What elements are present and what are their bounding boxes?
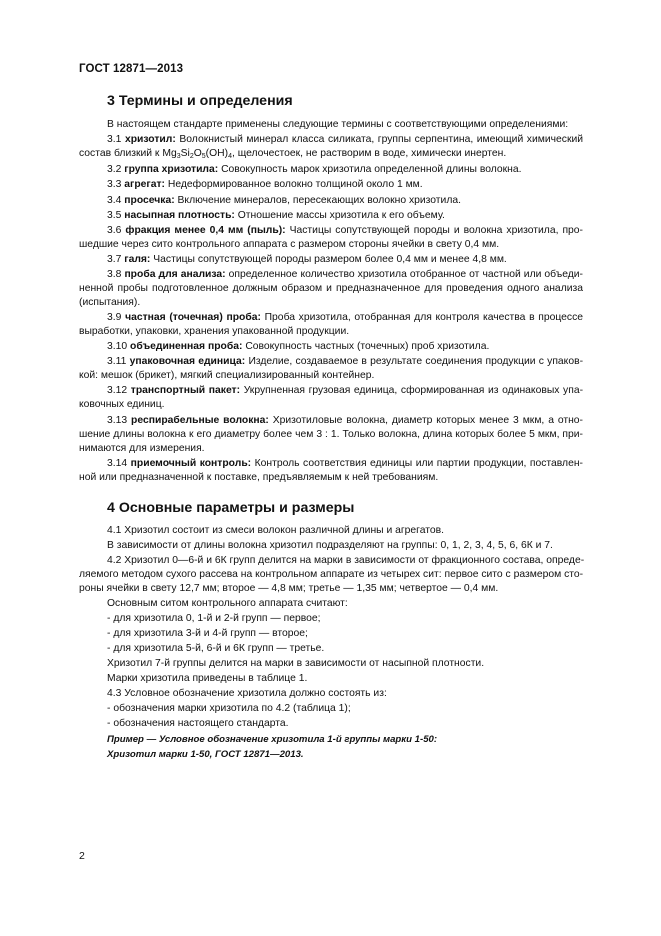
term-3-14-cont: ной или предназначенной к поставке, предъявляемым к ней требованиям. <box>79 472 439 483</box>
term-3-12: 3.12 транспортный пакет: Укрупненная грузовая единица, сформированная из одинаковых упа- <box>107 385 584 396</box>
s4-line: Хризотил 7-й группы делится на марки в зависимости от насыпной плотности. <box>107 658 485 669</box>
section-4-body <box>79 524 583 734</box>
page-number: 2 <box>79 850 85 862</box>
s4-line: Марки хризотила приведены в таблице 1. <box>107 673 308 684</box>
term-3-11-cont: кой: мешок (брикет), мягкий специализированный контейнер. <box>79 370 375 381</box>
term-3-14: 3.14 приемочный контроль: Контроль соответствия единицы или партии продукции, поставлен- <box>107 458 584 469</box>
s4-line: 4.3 Условное обозначение хризотила должно состоять из: <box>107 688 387 699</box>
s4-line: ляемого методом сухого рассева на контрольном аппарате из четырех сит: первое сито с размером сто- <box>79 569 584 580</box>
section-3-intro: В настоящем стандарте применены следующие термины с соответствующими определениями: <box>107 119 569 130</box>
s4-line: - обозначения марки хризотила по 4.2 (таблица 1); <box>107 703 351 714</box>
term-3-8-cont2: (испытания). <box>79 297 141 308</box>
term-3-3: 3.3 агрегат: Недеформированное волокно толщиной около 1 мм. <box>107 179 423 190</box>
example-line-1: Пример — Условное обозначение хризотила 1-й группы марки 1-50: <box>107 734 438 745</box>
term-3-6: 3.6 фракция менее 0,4 мм (пыль): Частицы сопутствующей породы и волокна хризотила, про- <box>107 225 584 236</box>
term-3-13-cont: шение длины волокна к его диаметру более чем 3 : 1. Только волокна, длина которых более 5 мкм, при- <box>79 429 583 440</box>
section-3-body <box>79 118 583 498</box>
s4-line: 4.1 Хризотил состоит из смеси волокон различной длины и агрегатов. <box>107 525 444 536</box>
example-line-2: Хризотил марки 1-50, ГОСТ 12871—2013. <box>107 749 304 760</box>
s4-line: Основным ситом контрольного аппарата считают: <box>107 598 348 609</box>
term-3-5: 3.5 насыпная плотность: Отношение массы хризотила к его объему. <box>107 210 445 221</box>
term-3-13: 3.13 респирабельные волокна: Хризотиловые волокна, диаметр которых менее 3 мкм, а отно- <box>107 415 583 426</box>
term-3-7: 3.7 галя: Частицы сопутствующей породы размером более 0,4 мм и менее 4,8 мм. <box>107 254 507 265</box>
term-3-13-cont2: нимаются для измерения. <box>79 443 205 454</box>
term-3-9: 3.9 частная (точечная) проба: Проба хризотила, отобранная для контроля качества в процессе <box>107 312 584 323</box>
term-3-8-cont: ненной пробы подготовленное должным образом и предназначенное для проведения одного анализа <box>79 283 583 294</box>
s4-line: - обозначения настоящего стандарта. <box>107 718 289 729</box>
term-3-9-cont: выработки, упаковки, хранения упакованной продукции. <box>79 326 350 337</box>
s4-line: - для хризотила 5-й, 6-й и 6К групп — третье. <box>107 643 325 654</box>
term-3-4: 3.4 просечка: Включение минералов, пересекающих волокно хризотила. <box>107 195 461 206</box>
term-3-11: 3.11 упаковочная единица: Изделие, создаваемое в результате соединения продукции с упаков- <box>107 356 584 367</box>
s4-line: В зависимости от длины волокна хризотил подразделяют на группы: 0, 1, 2, 3, 4, 5, 6, 6К и 7. <box>107 540 553 551</box>
section-3-title: 3 Термины и определения <box>107 93 293 109</box>
s4-line: - для хризотила 0, 1-й и 2-й групп — первое; <box>107 613 321 624</box>
term-3-10: 3.10 объединенная проба: Совокупность частных (точечных) проб хризотила. <box>107 341 490 352</box>
term-3-8: 3.8 проба для анализа: определенное количество хризотила отобранное от частной или объеди- <box>107 269 583 280</box>
term-3-12-cont: ковочных единиц. <box>79 399 165 410</box>
term-3-1: 3.1 хризотил: Волокнистый минерал класса силиката, группы серпентина, имеющий химический <box>107 134 584 145</box>
term-3-1-cont: состав близкий к $Mg_3Si_2O_5(OH)_4$, щелочестоек, не растворим в воде, химически инертен. <box>79 148 507 160</box>
term-3-6-cont: шедшие через сито контрольного аппарата с размером стороны ячейки в свету 0,4 мм. <box>79 239 500 250</box>
s4-line: роны ячейки в свету 12,7 мм; второе — 4,8 мм; третье — 1,35 мм; четвертое — 0,4 мм. <box>79 583 499 594</box>
term-3-2: 3.2 группа хризотила: Совокупность марок хризотила определенной длины волокна. <box>107 164 522 175</box>
section-4-title: 4 Основные параметры и размеры <box>107 500 355 516</box>
s4-line: 4.2 Хризотил 0—6-й и 6К групп делится на марки в зависимости от фракционного состава, опреде- <box>107 555 585 566</box>
document-header: ГОСТ 12871—2013 <box>79 63 184 75</box>
s4-line: - для хризотила 3-й и 4-й групп — второе; <box>107 628 308 639</box>
